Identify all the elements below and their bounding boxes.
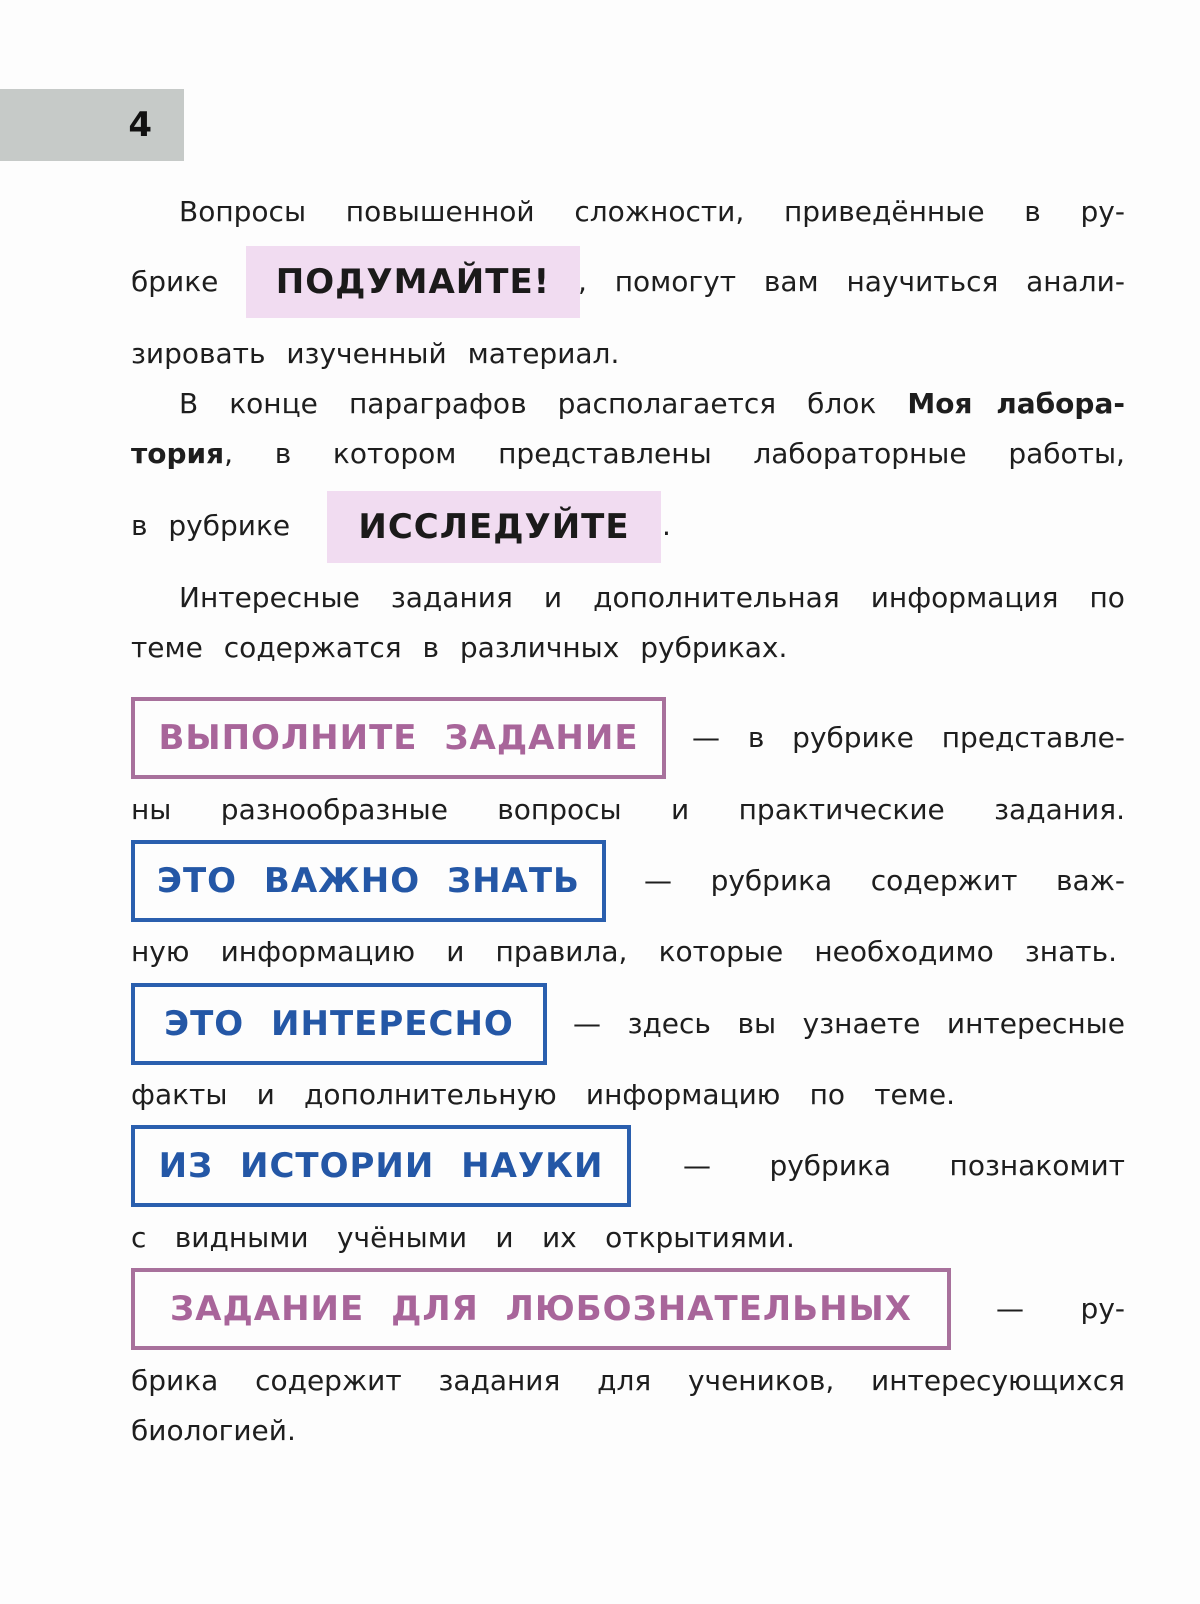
- rubric-investigate: ИССЛЕДУЙТЕ: [327, 491, 661, 563]
- rubric-do-task-desc: — в рубрике представле-: [692, 721, 1125, 754]
- rubric-do-task: ВЫПОЛНИТЕ ЗАДАНИЕ: [131, 697, 666, 779]
- rubric-important: ЭТО ВАЖНО ЗНАТЬ: [131, 840, 606, 922]
- rubric-interesting-desc-cont: факты и дополнительную информацию по теме.: [131, 1078, 955, 1111]
- rubric-science-history: ИЗ ИСТОРИИ НАУКИ: [131, 1125, 631, 1207]
- p1-line2-end: , помогут вам научиться анали-: [578, 265, 1125, 298]
- p2-line2: тория, в котором представлены лабораторные работы,: [131, 437, 1125, 470]
- lab-block-name: Моя лабора-: [907, 387, 1125, 420]
- rubric-curious-desc-end: биологией.: [131, 1414, 296, 1447]
- p2-line3-end: .: [662, 509, 671, 542]
- p1-line2-start: брике: [131, 265, 219, 298]
- rubric-do-task-desc-cont: ны разнообразные вопросы и практические задания.: [131, 793, 1125, 826]
- p3-line2: теме содержатся в различных рубриках.: [131, 631, 788, 664]
- rubric-curious-desc: — ру-: [996, 1292, 1125, 1325]
- p3-line1: Интересные задания и дополнительная информация по: [179, 581, 1125, 614]
- rubric-science-history-desc-cont: с видными учёными и их открытиями.: [131, 1221, 795, 1254]
- p2-line1: В конце параграфов располагается блок Моя лабора-: [131, 384, 1125, 424]
- rubric-curious-desc-cont: брика содержит задания для учеников, интересующихся: [131, 1364, 1125, 1397]
- page-number: 4: [128, 105, 152, 145]
- rubric-curious: ЗАДАНИЕ ДЛЯ ЛЮБОЗНАТЕЛЬНЫХ: [131, 1268, 951, 1350]
- rubric-important-desc-cont: ную информацию и правила, которые необходимо знать.: [131, 935, 1117, 968]
- p2-line3-start: в рубрике: [131, 509, 291, 542]
- rubric-science-history-desc: — рубрика познакомит: [683, 1149, 1125, 1182]
- rubric-interesting-desc: — здесь вы узнаете интересные: [573, 1007, 1125, 1040]
- p1-line3: зировать изученный материал.: [131, 337, 620, 370]
- rubric-think: ПОДУМАЙТЕ!: [246, 246, 580, 318]
- rubric-interesting: ЭТО ИНТЕРЕСНО: [131, 983, 547, 1065]
- rubric-important-desc: — рубрика содержит важ-: [644, 864, 1125, 897]
- p1-line1: Вопросы повышенной сложности, приведённые в ру-: [179, 195, 1125, 228]
